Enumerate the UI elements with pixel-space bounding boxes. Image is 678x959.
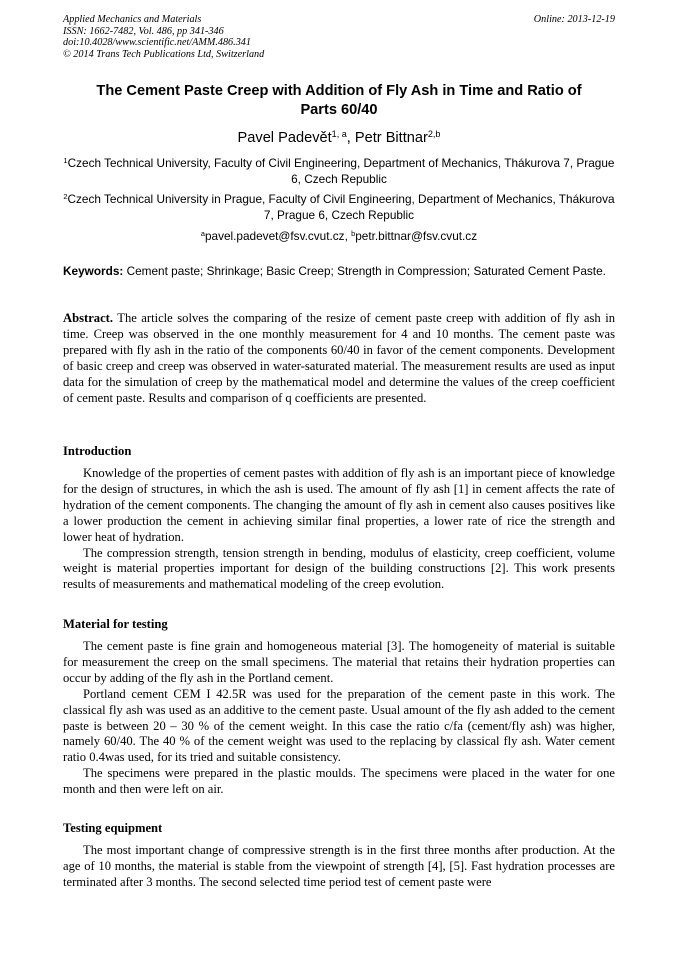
affiliation-1 [63,155,615,187]
author-separator: , [346,130,355,146]
author-1-affiliation-mark: 1, a [331,129,347,140]
abstract-label: Abstract. [63,311,114,325]
keywords-text: Cement paste; Shrinkage; Basic Creep; Strength in Compression; Saturated Cement Paste. [123,264,606,278]
journal-header [63,14,615,60]
issn-line: ISSN: 1662-7482, Vol. 486, pp 341-346 [63,25,224,37]
equipment-heading: Testing equipment [63,821,163,835]
introduction-paragraph-2: The compression strength, tension strength in bending, modulus of elasticity, creep coefficient, volume weight is material properties important for design of the building constructions [2]. This work presents results of measurements and mathematical modeling of the creep evolution. [63,545,615,592]
material-paragraph-3: The specimens were prepared in the plastic moulds. The specimens were placed in the water for one month and then were left on air. [63,766,615,797]
keywords-label: Keywords: [63,264,124,278]
journal-name: Applied Mechanics and Materials [63,14,202,25]
title-line-1: The Cement Paste Creep with Addition of Fly Ash in Time and Ratio of [96,83,582,99]
abstract-text: The article solves the comparing of the resize of cement paste creep with addition of fly ash in time. Creep was observed in the one monthly measurement for 4 and 10 months. The cement paste was prepared with fly ash in the ratio of the components 60/40 in favor of the cement components. Development of basic creep and creep was observed in water-saturated material. The measurement results are used as input data for the simulation of creep by the mathematical model and determine the values of the creep coefficient of cement paste. Results and comparison of q coefficients are presented. [63,311,615,405]
online-date: Online: 2013-12-19 [533,14,615,25]
section-testing-equipment [63,820,615,891]
abstract [63,311,615,406]
author-1: Pavel Padevět [237,130,332,146]
affiliation-2 [63,191,615,223]
material-heading: Material for testing [63,617,168,631]
affiliation-1-text: Czech Technical University, Faculty of Civil Engineering, Department of Mechanics, Thákurova 7, Prague 6, Czech Republic [67,156,615,186]
introduction-paragraph-1: Knowledge of the properties of cement pastes with addition of fly ash is an important piece of knowledge for the design of structures, in which the ash is used. The amount of fly ash [1] in cement affects the rate of hydration of the cement components. The changing the amount of fly ash in cement also causes positives like a lower production the cement in achieving similar final properties, a lower rate of rice the strength and lower heat of hydration. [63,466,615,544]
author-2: Petr Bittnar [354,130,428,146]
email-a-mark: a [200,228,205,238]
affiliation-2-text: Czech Technical University in Prague, Faculty of Civil Engineering, Department of Mechanics, Thákurova 7, Prague 6, Czech Republic [67,192,615,222]
copyright-line: © 2014 Trans Tech Publications Ltd, Switzerland [63,48,265,60]
section-material [63,616,615,798]
affiliation-2-mark: 2 [63,191,68,201]
email-b-mark: b [351,228,356,238]
section-introduction [63,443,615,593]
material-paragraph-2: Portland cement CEM I 42.5R was used for the preparation of the cement paste in this work. The classical fly ash was used as an additive to the cement paste. Usual amount of the fly ash added to the cement paste is between 20 – 30 % of the cement weight. In this case the ratio c/fa (cement/fly ash) was higher, namely 60/40. The 40 % of the cement weight was used to the replacing by classical fly ash. Water cement ratio 0.4was used, for its tried and suitable consistency. [63,686,615,765]
title-line-2: Parts 60/40 [300,102,378,118]
email-b: petr.bittnar@fsv.cvut.cz [355,229,478,243]
keywords [63,263,615,279]
author-2-affiliation-mark: 2,b [427,129,441,140]
email-line [63,228,615,244]
affiliation-1-mark: 1 [63,155,68,165]
paper-title [63,82,615,120]
equipment-paragraph-1: The most important change of compressive strength is in the first three months after production. At the age of 10 months, the material is stable from the viewpoint of strength [4], [5]. Fast hydration processes are terminated after 3 months. The second selected time period test of cement paste were [63,843,615,889]
doi-line: doi:10.4028/www.scientific.net/AMM.486.341 [63,37,251,49]
email-a: pavel.padevet@fsv.cvut.cz, [204,229,352,243]
material-paragraph-1: The cement paste is fine grain and homogeneous material [3]. The homogeneity of material is suitable for measurement the creep on the small specimens. The material that retains their hydration properties can occur by adding of the fly ash in the Portland cement. [63,639,615,685]
introduction-heading: Introduction [63,444,132,458]
author-list [63,129,615,147]
